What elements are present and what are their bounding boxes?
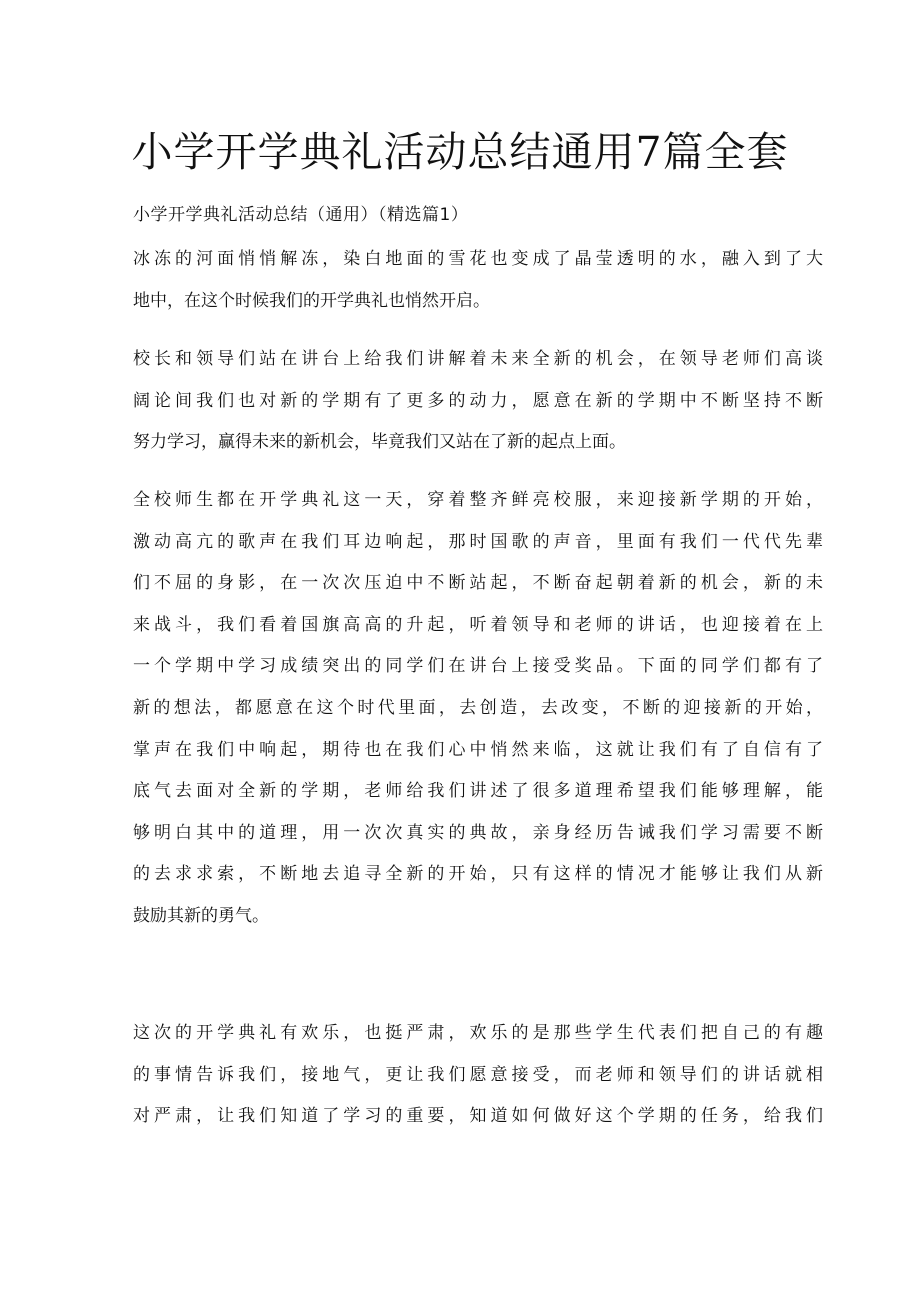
text-line: 的去求求索，不断地去追寻全新的开始，只有这样的情况才能够让我们从新 [133, 864, 823, 885]
text-line: 地中，在这个时候我们的开学典礼也悄然开启。 [133, 290, 490, 311]
paragraph-2 [133, 339, 823, 464]
text-line: 一个学期中学习成绩突出的同学们在讲台上接受奖品。下面的同学们都有了 [133, 656, 823, 677]
text-line: 校长和领导们站在讲台上给我们讲解着未来全新的机会，在领导老师们高谈 [133, 349, 823, 369]
text-line: 努力学习，赢得未来的新机会，毕竟我们又站在了新的起点上面。 [133, 432, 626, 453]
text-line: 掌声在我们中响起，期待也在我们心中悄然来临，这就让我们有了自信有了 [133, 739, 823, 760]
paragraph-1 [133, 239, 823, 322]
text-line: 冰冻的河面悄悄解冻，染白地面的雪花也变成了晶莹透明的水，融入到了大 [133, 249, 823, 269]
text-line: 对严肃，让我们知道了学习的重要，知道如何做好这个学期的任务，给我们 [133, 1106, 823, 1127]
paragraph-3 [133, 480, 823, 938]
paragraph-4 [133, 1013, 823, 1138]
text-line: 们不屈的身影，在一次次压迫中不断站起，不断奋起朝着新的机会，新的未 [133, 573, 823, 594]
text-line: 全校师生都在开学典礼这一天，穿着整齐鲜亮校服，来迎接新学期的开始， [133, 490, 823, 510]
text-line: 的事情告诉我们，接地气，更让我们愿意接受，而老师和领导们的讲话就相 [133, 1064, 823, 1085]
text-line: 激动高亢的歌声在我们耳边响起，那时国歌的声音，里面有我们一代代先辈 [133, 531, 823, 552]
document-title: 小学开学典礼活动总结通用7篇全套 [131, 128, 789, 176]
text-line: 这次的开学典礼有欢乐，也挺严肃，欢乐的是那些学生代表们把自己的有趣 [133, 1023, 823, 1043]
text-line: 够明白其中的道理，用一次次真实的典故，亲身经历告诫我们学习需要不断 [133, 822, 823, 843]
text-line: 来战斗，我们看着国旗高高的升起，听着领导和老师的讲话，也迎接着在上 [133, 614, 823, 635]
text-line: 新的想法，都愿意在这个时代里面，去创造，去改变，不断的迎接新的开始， [133, 697, 823, 718]
text-line: 鼓励其新的勇气。 [133, 905, 269, 926]
text-line: 底气去面对全新的学期，老师给我们讲述了很多道理希望我们能够理解，能 [133, 781, 823, 802]
section-subtitle: 小学开学典礼活动总结（通用）（精选篇1） [133, 205, 469, 225]
text-line: 阔论间我们也对新的学期有了更多的动力，愿意在新的学期中不断坚持不断 [133, 390, 823, 411]
